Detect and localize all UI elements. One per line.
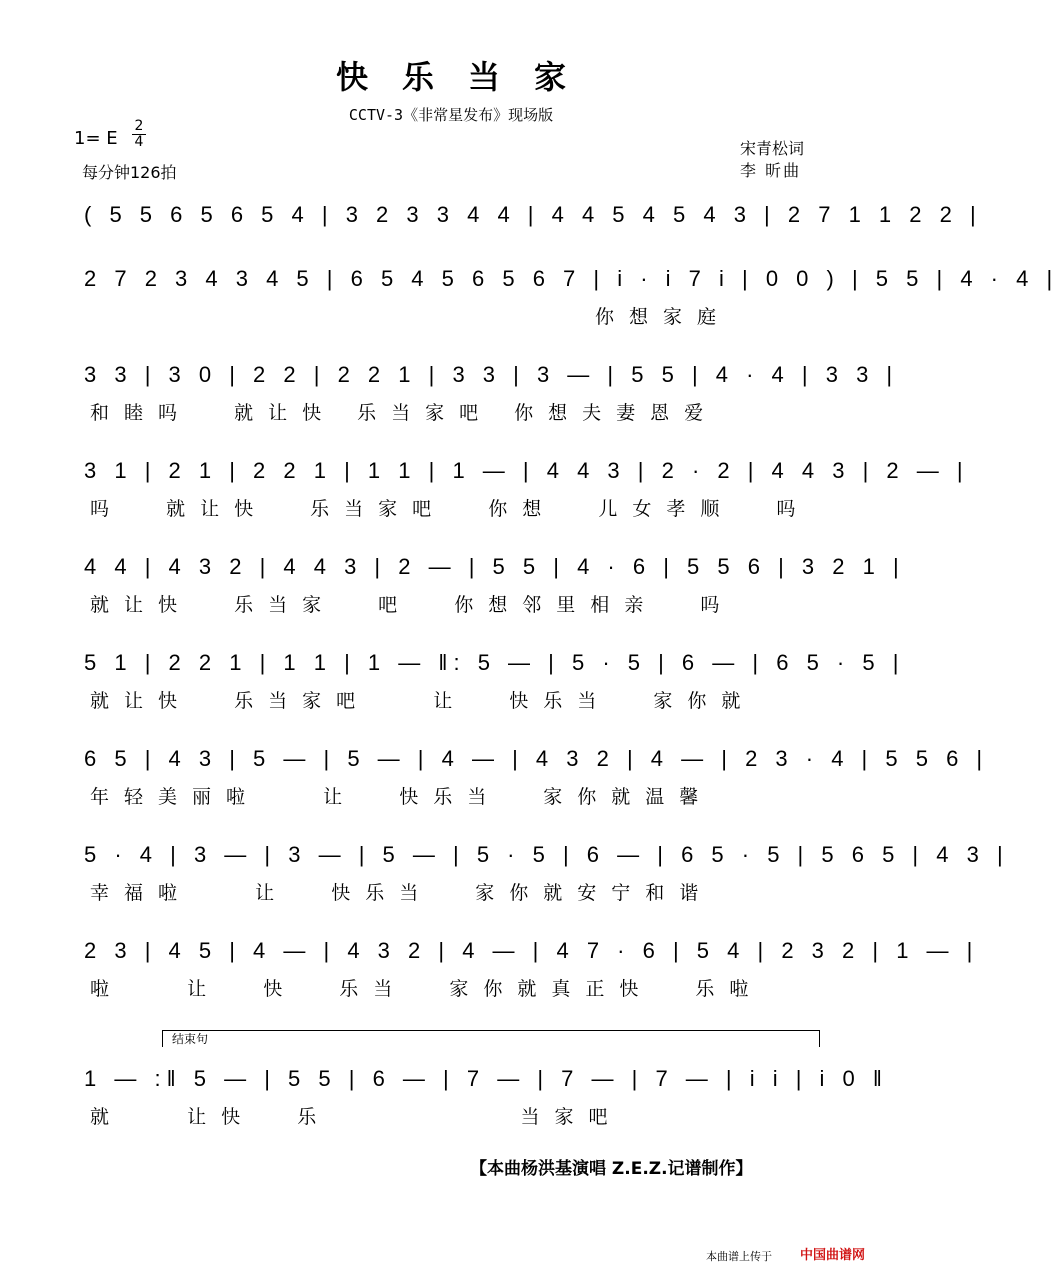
key-signature: 1= E xyxy=(74,128,118,149)
lyric-line-6: 就让快 乐当家吧 让 快乐当 家你就 xyxy=(90,690,756,712)
lyric-line-7: 年轻美丽啦 让 快乐当 家你就温馨 xyxy=(90,786,714,808)
site-logo xyxy=(800,1244,896,1266)
staff-notes: 1 — :‖ 5 — | 5 5 | 6 — | 7 — | 7 — | 7 — | i i | i 0 ‖ xyxy=(84,1066,888,1091)
lyric-line-2: 你想家庭 xyxy=(90,306,731,328)
ending-label: 结束句 xyxy=(172,1032,209,1046)
lyric-line-9: 啦 让 快 乐当 家你就真正快 乐啦 xyxy=(90,978,764,1000)
upload-note: 本曲谱上传于 xyxy=(706,1250,772,1263)
ending-bracket xyxy=(162,1030,820,1047)
staff-line-10 xyxy=(84,1062,888,1102)
staff-notes: ( 5 5 6 5 6 5 4 | 3 2 3 3 4 4 | 4 4 5 4 5 4 3 | 2 7 1 1 2 2 | xyxy=(84,202,982,227)
lyric-line-10: 就 让快 乐 当家吧 xyxy=(90,1106,623,1128)
tempo-marking: 每分钟126拍 xyxy=(82,163,177,182)
staff-notes: 2 3 | 4 5 | 4 — | 4 3 2 | 4 — | 4 7 · 6 | 5 4 | 2 3 2 | 1 — | xyxy=(84,938,979,963)
staff-notes: 3 3 | 3 0 | 2 2 | 2 2 1 | 3 3 | 3 — | 5 5 | 4 · 4 | 3 3 | xyxy=(84,362,899,387)
staff-line-8 xyxy=(84,838,1009,878)
time-signature-bottom: 4 xyxy=(132,134,146,150)
staff-line-3 xyxy=(84,358,899,398)
staff-line-1 xyxy=(84,198,982,238)
song-title: 快乐当家 xyxy=(335,58,600,96)
composer-credit: 李 昕曲 xyxy=(740,161,802,180)
staff-notes: 3 1 | 2 1 | 2 2 1 | 1 1 | 1 — | 4 4 3 | 2 · 2 | 4 4 3 | 2 — | xyxy=(84,458,969,483)
song-subtitle: CCTV-3《非常星发布》现场版 xyxy=(348,106,554,124)
lyric-line-4: 吗 就让快 乐当家吧 你想 儿女孝顺 吗 xyxy=(90,498,811,520)
staff-line-2 xyxy=(84,262,1058,302)
time-signature-top: 2 xyxy=(134,118,144,134)
performance-credit: 【本曲杨洪基演唱 Z.E.Z.记谱制作】 xyxy=(470,1159,753,1179)
staff-notes: 5 1 | 2 2 1 | 1 1 | 1 — ‖: 5 — | 5 · 5 | 6 — | 6 5 · 5 | xyxy=(84,650,905,675)
staff-line-6 xyxy=(84,646,905,686)
lyricist-credit: 宋青松词 xyxy=(740,139,805,158)
time-signature xyxy=(132,119,146,150)
site-name: 中国曲谱网 xyxy=(800,1248,866,1263)
staff-notes: 4 4 | 4 3 2 | 4 4 3 | 2 — | 5 5 | 4 · 6 | 5 5 6 | 3 2 1 | xyxy=(84,554,905,579)
staff-line-5 xyxy=(84,550,905,590)
lyric-line-3: 和睦吗 就让快 乐当家吧 你想夫妻恩爱 xyxy=(90,402,719,424)
lyric-line-8: 幸福啦 让 快乐当 家你就安宁和谐 xyxy=(90,882,714,904)
staff-notes: 5 · 4 | 3 — | 3 — | 5 — | 5 · 5 | 6 — | 6 5 · 5 | 5 6 5 | 4 3 | xyxy=(84,842,1009,867)
lyric-line-5: 就让快 乐当家 吧 你想邻里相亲 吗 xyxy=(90,594,735,616)
staff-line-9 xyxy=(84,934,979,974)
staff-line-7 xyxy=(84,742,989,782)
staff-line-4 xyxy=(84,454,969,494)
staff-notes: 2 7 2 3 4 3 4 5 | 6 5 4 5 6 5 6 7 | i · i 7 i | 0 0 ) | 5 5 | 4 · 4 | xyxy=(84,266,1058,291)
staff-notes: 6 5 | 4 3 | 5 — | 5 — | 4 — | 4 3 2 | 4 — | 2 3 · 4 | 5 5 6 | xyxy=(84,746,989,771)
